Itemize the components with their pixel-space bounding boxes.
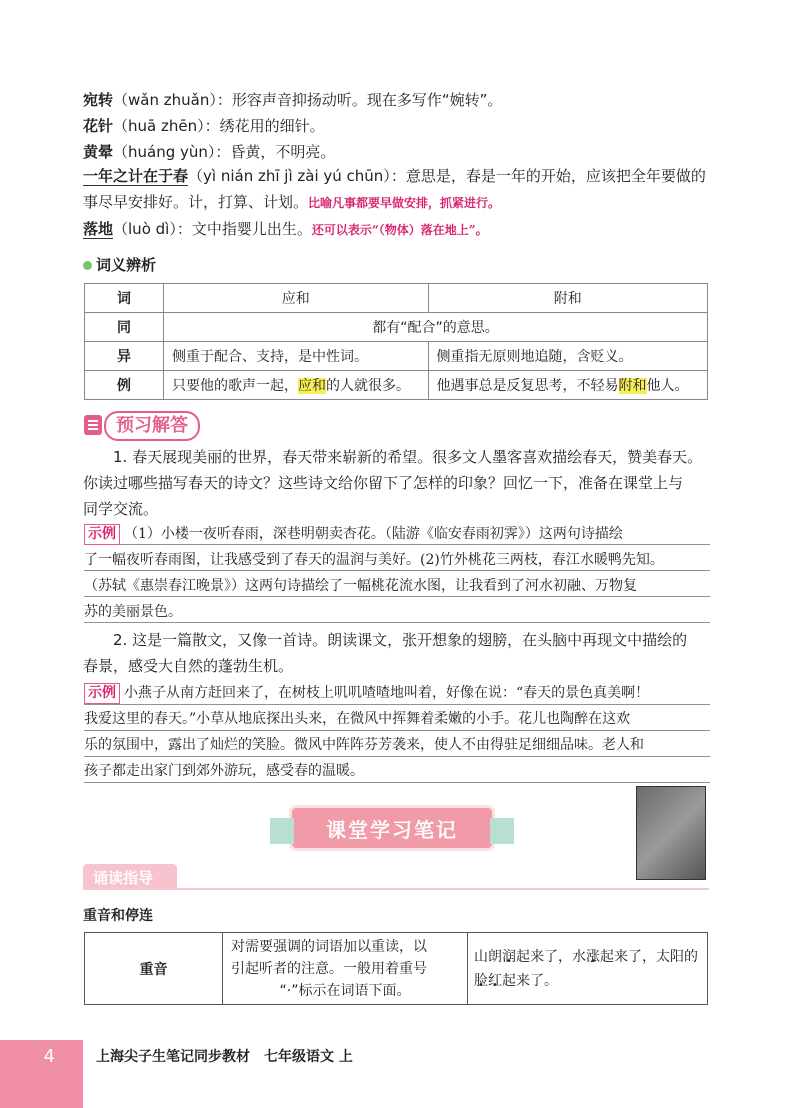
answer-line: 苏的美丽景色。	[84, 604, 182, 620]
table-header: 附和	[428, 284, 708, 313]
vocab-pinyin: （huā zhēn）	[113, 117, 205, 135]
table-cell: 侧重指无原则地追随，含贬义。	[428, 342, 708, 371]
divider	[83, 888, 709, 890]
page-footer	[0, 1040, 790, 1108]
vocab-term: 一年之计在于春	[83, 167, 189, 185]
vocab-item	[83, 139, 708, 165]
row-label: 重音	[85, 933, 223, 1005]
vocab-note: 还可以表示“（物体）落在地上”。	[311, 223, 488, 237]
row-label: 例	[85, 371, 164, 400]
qr-code-image	[636, 786, 706, 880]
vocab-item	[83, 113, 708, 139]
book-title: 上海尖子生笔记同步教材 七年级语文 上	[96, 1049, 353, 1065]
vocab-term: 黄晕	[83, 143, 114, 161]
section-title: 词义辨析	[83, 254, 156, 275]
table-header: 应和	[164, 284, 429, 313]
answer-line: （苏轼《惠崇春江晚景》）这两句诗描绘了一幅桃花流水图，让我看到了河水初融、万物复	[84, 578, 637, 594]
answer-line: 了一幅夜听春雨图，让我感受到了春天的温润与美好。(2)竹外桃花三两枝，春江水暖鸭先知。	[84, 552, 664, 568]
row-label: 异	[85, 342, 164, 371]
table-cell: 山朗润起来了，水涨起来了，太阳的 脸红起来了。	[468, 933, 708, 1005]
answer-line: 示例 小燕子从南方赶回来了，在树枝上叽叽喳喳地叫着，好像在说：“春天的景色真美啊！	[84, 680, 710, 706]
table-cell: 对需要强调的词语加以重读，以 引起听者的注意。一般用着重号 “·”标示在词语下面。	[223, 933, 468, 1005]
reading-table	[84, 932, 708, 1005]
vocab-term: 宛转	[83, 91, 114, 109]
question-line: 春景，感受大自然的蓬勃生机。	[83, 657, 294, 675]
question-line: 同学交流。	[83, 500, 159, 518]
row-label: 同	[85, 313, 164, 342]
vocab-def: ：形容声音抑扬动听。现在多写作“婉转”。	[216, 91, 503, 109]
table-row	[85, 342, 708, 371]
answer-line: 示例 （1）小楼一夜听春雨，深巷明朝卖杏花。（陆游《临安春雨初霁》）这两句诗描绘	[84, 521, 710, 547]
table-row	[85, 284, 708, 313]
page-number: 4	[43, 1046, 55, 1067]
ribbon-left	[270, 818, 294, 844]
vocab-def: ：文中指婴儿出生。	[176, 220, 312, 238]
answer-line: 孩子都走出家门到郊外游玩，感受春的温暖。	[84, 763, 364, 779]
vocab-note: 比喻凡事都要早做安排，抓紧进行。	[308, 196, 501, 210]
reading-guide-tab: 诵读指导	[83, 864, 177, 890]
answer-line: 乐的氛围中，露出了灿烂的笑脸。微风中阵阵芬芳袭来，使人不由得驻足细细品味。老人和	[84, 737, 644, 753]
example-tag: 示例	[84, 524, 120, 545]
table-row	[85, 371, 708, 400]
table-header: 词	[85, 284, 164, 313]
vocab-item-cont	[83, 189, 708, 216]
bullet-dot-icon	[83, 261, 92, 270]
vocab-def-cont: 事尽早安排好。计，打算、计划。	[83, 193, 309, 211]
vocab-item	[83, 163, 708, 189]
vocab-pinyin: （yì nián zhī jì zài yú chūn）	[188, 167, 391, 185]
table-cell: 只要他的歌声一起，应和的人就很多。	[164, 371, 429, 400]
table-cell: 都有“配合”的意思。	[164, 313, 708, 342]
vocab-def: ：昏黄，不明亮。	[215, 143, 336, 161]
table-row	[85, 313, 708, 342]
question-line: 2. 这是一篇散文，又像一首诗。朗读课文，张开想象的翅膀，在头脑中再现文中描绘的	[113, 631, 688, 649]
notebook-icon	[84, 415, 102, 435]
vocab-item	[83, 216, 708, 243]
vocab-term: 花针	[83, 117, 114, 135]
example-tag: 示例	[84, 683, 120, 704]
preview-title: 预习解答	[104, 411, 200, 441]
vocab-pinyin: （wǎn zhuǎn）	[113, 91, 217, 109]
ribbon-right	[490, 818, 514, 844]
question-line: 你读过哪些描写春天的诗文？这些诗文给你留下了怎样的印象？回忆一下，准备在课堂上与	[83, 474, 684, 492]
vocab-pinyin: （luò dì）	[113, 220, 177, 238]
question-line: 1. 春天展现美丽的世界，春天带来崭新的希望。很多文人墨客喜欢描绘春天，赞美春天。	[113, 448, 703, 466]
vocab-item	[83, 87, 708, 113]
table-cell: 他遇事总是反复思考，不轻易附和他人。	[428, 371, 708, 400]
vocab-term: 落地	[83, 220, 114, 238]
section-banner	[292, 808, 492, 848]
answer-line: 我爱这里的春天。”小草从地底探出头来，在微风中挥舞着柔嫩的小手。花儿也陶醉在这欢	[84, 711, 631, 727]
banner-title: 课堂学习笔记	[326, 818, 458, 842]
vocab-def: ：意思是，春是一年的开始，应该把全年要做的	[390, 167, 706, 185]
meaning-table	[84, 283, 708, 400]
highlight: 应和	[298, 378, 326, 394]
page-number-block	[0, 1040, 83, 1108]
highlight: 附和	[618, 378, 647, 394]
subsection-title: 重音和停连	[83, 908, 153, 924]
table-row	[85, 933, 708, 1005]
table-cell: 侧重于配合、支持，是中性词。	[164, 342, 429, 371]
vocab-def: ：绣花用的细针。	[204, 117, 325, 135]
vocab-pinyin: （huáng yùn）	[113, 143, 216, 161]
